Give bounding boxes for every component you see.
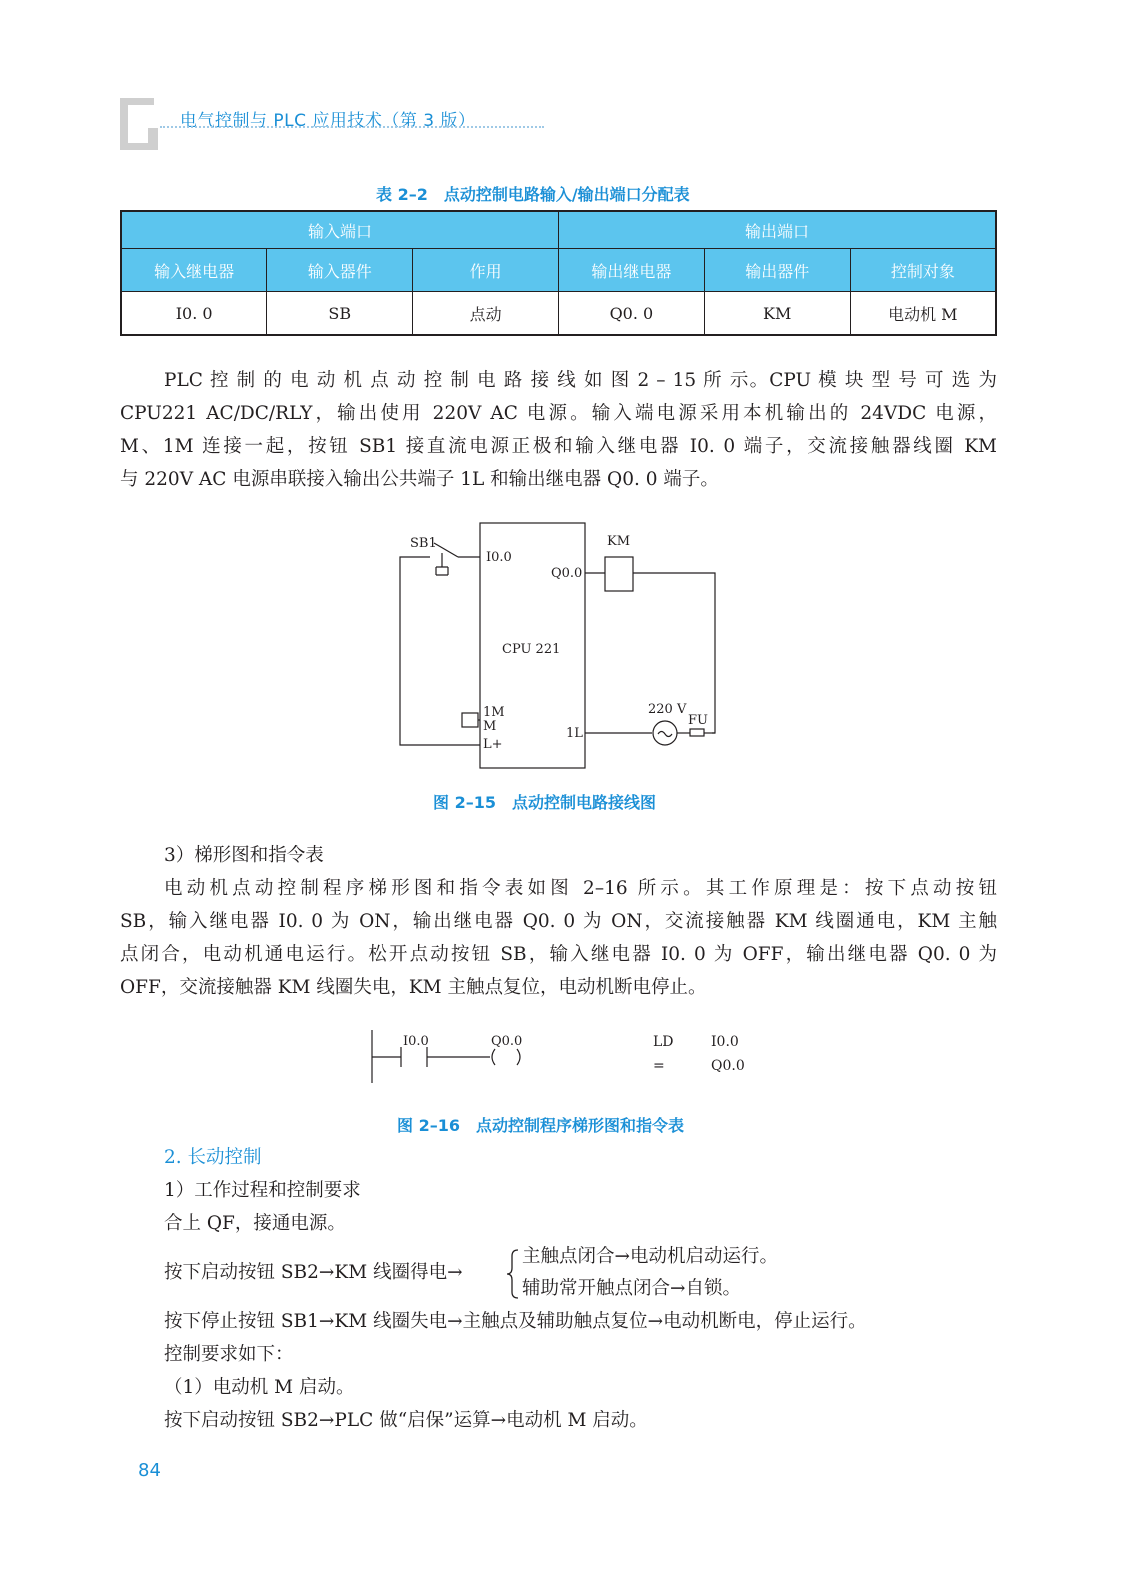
column-header: 输入器件: [267, 249, 413, 292]
paragraph1-line3: M、1M 连接一起，按钮 SB1 接直流电源正极和输入继电器 I0. 0 端子，交流接触器线圈 KM: [120, 436, 997, 457]
column-header: 控制对象: [850, 249, 996, 292]
column-header: 输入继电器: [121, 249, 267, 292]
requirement-1-detail: 按下启动按钮 SB2→PLC 做“启保”运算→电动机 M 启动。: [164, 1410, 648, 1431]
sb1-label: SB1: [410, 536, 437, 551]
branch-aux-contact: 辅助常开触点闭合→自锁。: [522, 1278, 742, 1299]
paragraph2-line1: 电动机点动控制程序梯形图和指令表如图 2–16 所示。其工作原理是：按下点动按钮: [164, 878, 997, 899]
branch-main-contact: 主触点闭合→电动机启动运行。: [522, 1246, 779, 1267]
i00-label: I0.0: [486, 550, 512, 565]
table-cell: 点动: [413, 292, 559, 336]
km-coil: [605, 557, 633, 591]
q00-coil-right: [517, 1049, 520, 1065]
header-divider: [160, 126, 544, 128]
instruction-arg: I0.0: [711, 1034, 739, 1050]
table-row: [121, 292, 996, 336]
instruction-op: =: [653, 1058, 665, 1074]
group-header-input: 输入端口: [121, 211, 558, 249]
ladder-coil-label: Q0.0: [491, 1034, 523, 1049]
table-cell: I0. 0: [121, 292, 267, 336]
1l-label: 1L: [566, 726, 583, 741]
press-stop-line: 按下停止按钮 SB1→KM 线圈失电→主触点及辅助触点复位→电动机断电，停止运行。: [164, 1311, 867, 1332]
cpu-label: CPU 221: [502, 642, 561, 657]
section2-line1: 合上 QF，接通电源。: [164, 1213, 346, 1234]
io-assignment-table: [120, 210, 997, 336]
table-cell: SB: [267, 292, 413, 336]
fu-label: FU: [688, 713, 708, 728]
m-label: M: [483, 719, 497, 734]
ladder-diagram: [365, 1025, 765, 1090]
press-start-line: 按下启动按钮 SB2→KM 线圈得电→: [164, 1262, 463, 1283]
section2-sub1: 1）工作过程和控制要求: [164, 1180, 361, 1201]
paragraph1-line1: PLC 控 制 的 电 动 机 点 动 控 制 电 路 接 线 如 图 2 – 15 所 示。CPU 模 块 型 号 可 选 为: [164, 370, 997, 391]
fuse-icon: [690, 729, 704, 736]
paragraph2-line2: SB，输入继电器 I0. 0 为 ON，输出继电器 Q0. 0 为 ON，交流接触器 KM 线圈通电，KM 主触: [120, 911, 997, 932]
lplus-label: L+: [483, 737, 503, 752]
ladder-contact-label: I0.0: [403, 1034, 429, 1049]
requirements-title: 控制要求如下：: [164, 1344, 294, 1365]
paragraph2-line4: OFF，交流接触器 KM 线圈失电，KM 主触点复位，电动机断电停止。: [120, 977, 707, 998]
column-header: 作用: [413, 249, 559, 292]
220v-label: 220 V: [648, 702, 687, 717]
1m-terminal-box: [462, 713, 478, 727]
book-title: 电气控制与 PLC 应用技术（第 3 版）: [180, 111, 476, 131]
header-bracket-icon: [120, 98, 158, 150]
figure15-caption: 图 2–15 点动控制电路接线图: [433, 793, 656, 812]
q00-label: Q0.0: [551, 566, 583, 581]
table-caption: 表 2–2 点动控制电路输入/输出端口分配表: [376, 185, 690, 204]
table-group-header-row: [121, 211, 996, 249]
km-label: KM: [607, 534, 631, 549]
sb1-button-icon: [436, 553, 448, 575]
page-number: 84: [138, 1460, 161, 1481]
table-column-header-row: [121, 249, 996, 292]
paragraph1-line2: CPU221 AC/DC/RLY，输出使用 220V AC 电源。输入端电源采用本机输出的 24VDC 电源，: [120, 403, 997, 424]
1m-label: 1M: [483, 705, 505, 720]
wiring-diagram: [390, 515, 730, 780]
column-header: 输出继电器: [558, 249, 704, 292]
i00-contact-symbol: [401, 1047, 427, 1067]
paragraph2-line3: 点闭合，电动机通电运行。松开点动按钮 SB，输入继电器 I0. 0 为 OFF，输出继电器 Q0. 0 为: [120, 944, 997, 965]
table-cell: 电动机 M: [850, 292, 996, 336]
paragraph1-line4: 与 220V AC 电源串联接入输出公共端子 1L 和输出继电器 Q0. 0 端子。: [120, 469, 719, 490]
requirement-1: （1）电动机 M 启动。: [164, 1377, 355, 1398]
figure16-caption: 图 2–16 点动控制程序梯形图和指令表: [397, 1116, 684, 1135]
table-cell: KM: [704, 292, 850, 336]
instruction-op: LD: [653, 1034, 674, 1050]
group-header-output: 输出端口: [558, 211, 996, 249]
q00-coil-left: [492, 1049, 495, 1065]
brace-icon: [506, 1248, 520, 1300]
section2-title: 2. 长动控制: [164, 1147, 262, 1168]
instruction-arg: Q0.0: [711, 1058, 745, 1074]
column-header: 输出器件: [704, 249, 850, 292]
ac-source-icon: [653, 721, 677, 745]
section3-title: 3）梯形图和指令表: [164, 845, 324, 866]
table-cell: Q0. 0: [558, 292, 704, 336]
